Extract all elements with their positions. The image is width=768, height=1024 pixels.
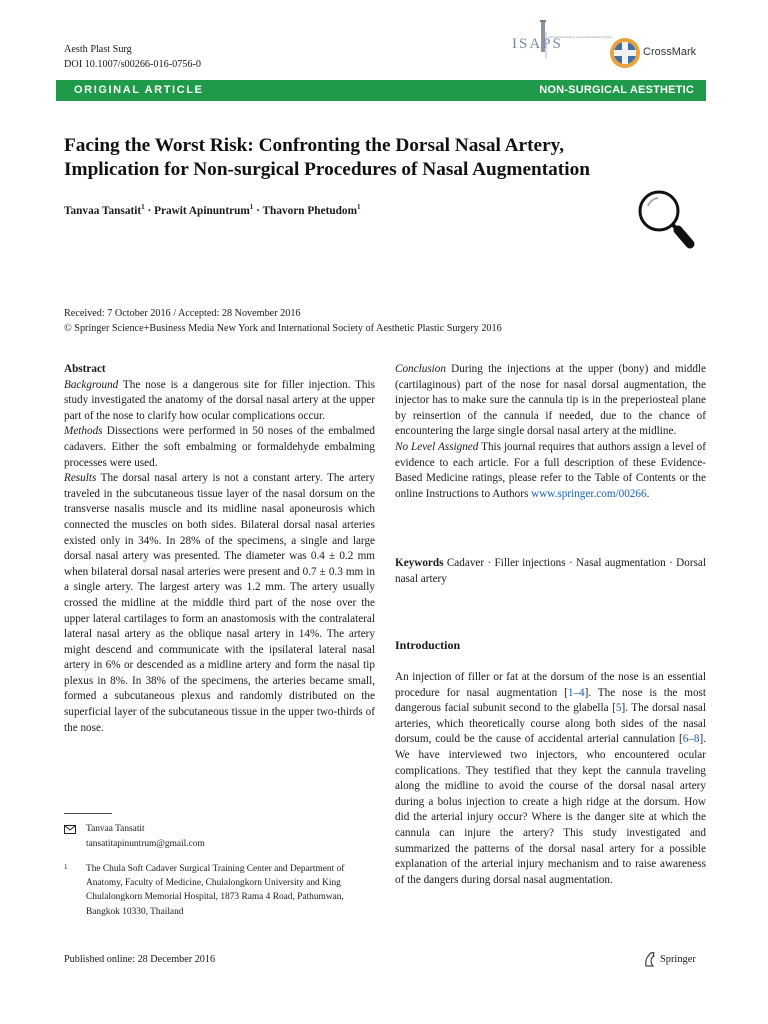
abstract-level — [395, 440, 706, 502]
results-label: Results — [64, 472, 97, 485]
introduction-heading: Introduction — [395, 638, 461, 652]
abstract-right-column — [395, 362, 706, 502]
methods-text: Dissections were performed in 50 noses of the embalmed cadavers. Either the soft embalming or formaldehyde embalming processes were used. — [64, 425, 375, 469]
affiliation-text: The Chula Soft Cadaver Surgical Training Center and Department of Anatomy, Faculty of Medicine, Chulalongkorn University and King Chulalongkorn Memorial Hospital, 1873 Rama 4 Road, Pathumwan, Bangkok 10330, Thailand — [86, 864, 345, 917]
keywords-block — [395, 556, 706, 587]
introduction-body — [395, 670, 706, 888]
abstract-background — [64, 378, 375, 425]
intro-text: ]. The nose is the most dangerous facial subunit second to the glabella [ — [395, 686, 706, 715]
level-text: This journal requires that authors assign a level of evidence to each article. For a full description of these Evidence-Based Medicine ratings, please refer to the Table of Contents or the online Instructions to Authors — [395, 440, 706, 500]
instructions-link[interactable]: www.springer.com/00266 — [531, 487, 647, 500]
author-affil-marker: 1 — [249, 203, 254, 211]
affiliation-block — [64, 862, 375, 919]
intro-text: ]. We have interviewed two injectors, who encountered ocular complications. They testified that they kept the cannula traveling along the midline to avoid the course of the dorsal nasal artery during a bolus injection to create a high ridge at the dorsum. How did the arterial injury occur? Where is the danger site at which the cannula can injure the artery? This study investigated and summarized the patterns of the dorsal nasal artery for a possible explanation of the arterial injury mechanism and to raise awareness of the dangers during dorsal nasal augmentation. — [395, 733, 706, 886]
citation-link[interactable]: 5 — [615, 702, 622, 715]
level-end: . — [646, 487, 650, 500]
title-line-1: Facing the Worst Risk: Confronting the Dorsal Nasal Artery, — [64, 135, 565, 156]
crossmark-icon — [609, 36, 641, 70]
level-label: No Level Assigned — [395, 440, 479, 453]
conclusion-text: During the injections at the upper (bony) and middle (cartilaginous) part of the nose for nasal dorsal augmentation, the injector has to make sure the cannula tip is in the preperiosteal plane by reinsertion of the cannula if needed, due to the chance of encountering the large single dorsal nasal artery at the midline. — [395, 363, 706, 438]
abstract-results — [64, 471, 375, 736]
methods-label: Methods — [64, 425, 103, 438]
author-affil-marker: 1 — [141, 203, 145, 211]
isaps-logo-subtext: International Society of Aesthetic Plastic Surgery — [548, 35, 613, 39]
magnifier-icon[interactable] — [634, 186, 696, 252]
background-label: Background — [64, 378, 119, 391]
introduction-paragraph — [395, 670, 706, 888]
journal-header — [64, 42, 201, 72]
affiliation-marker: 1 — [64, 863, 68, 871]
author-list — [64, 203, 360, 217]
corresponding-email[interactable]: tansatitapinuntrum@gmail.com — [86, 838, 205, 849]
copyright: © Springer Science+Business Media New York and International Society of Aesthetic Plastic Surgery 2016 — [64, 323, 502, 334]
journal-name: Aesth Plast Surg — [64, 44, 132, 55]
author-name[interactable]: Prawit Apinuntrum — [154, 204, 250, 217]
title-line-2: Implication for Non-surgical Procedures of Nasal Augmentation — [64, 159, 590, 180]
footnote-divider — [64, 813, 112, 814]
background-text: The nose is a dangerous site for filler injection. This study investigated the anatomy of the dorsal nasal artery at the upper part of the nose to clarify how ocular complications occur. — [64, 378, 375, 422]
author-separator: · — [253, 204, 263, 217]
keywords-text: Cadaver · Filler injections · Nasal augmentation · Dorsal nasal artery — [395, 557, 706, 585]
published-date: Published online: 28 December 2016 — [64, 954, 216, 965]
publisher-name: Springer — [660, 954, 696, 965]
abstract-conclusion — [395, 362, 706, 440]
received-accepted: Received: 7 October 2016 / Accepted: 28 November 2016 — [64, 308, 301, 319]
crossmark-logo[interactable] — [609, 36, 705, 72]
isaps-logo — [510, 18, 613, 74]
author-separator: · — [144, 204, 155, 217]
article-title — [64, 134, 704, 182]
crossmark-label: CrossMark — [643, 46, 697, 58]
section-label: NON-SURGICAL AESTHETIC — [539, 84, 694, 96]
doi-text[interactable]: DOI 10.1007/s00266-016-0756-0 — [64, 59, 201, 70]
conclusion-label: Conclusion — [395, 363, 446, 375]
intro-text: An injection of filler or fat at the dorsum of the nose is an essential procedure for nasal augmentation [ — [395, 671, 706, 699]
springer-horse-icon — [643, 951, 657, 967]
citation-link[interactable]: 6–8 — [682, 733, 700, 746]
author-name[interactable]: Tanvaa Tansatit — [64, 204, 142, 217]
corresponding-author: Tanvaa Tansatit — [86, 824, 145, 834]
citation-link[interactable]: 1–4 — [567, 686, 585, 699]
abstract-left-column — [64, 362, 375, 736]
author-name[interactable]: Thavorn Phetudom — [262, 204, 357, 217]
results-text: The dorsal nasal artery is not a constant artery. The artery traveled in the subcutaneous tissue layer of the nasal dorsum on the transverse nasalis muscle and its midline nasal aponeurosis which connected the muscles on both sides. Bilateral dorsal nasal arteries existed only in 34%. In 28% of the specimens, a single and large dorsal nasal artery was presented. The diameter was 0.4 ± 0.2 mm when bilateral dorsal nasal arteries were present and 0.7 ± 0.3 mm in a single artery. The largest artery was 1.2 mm. The artery usually crossed the midline at the middle third part of the nose over the upper lateral cartilages to form an anastomosis with the contralateral lateral nasal artery as the oblique nasal artery in 14%. The artery might descend and communicate with the ipsilateral lateral nasal artery in 6% or descended as a midline artery and form the nasal tip plexus in 8%. In 38% of the specimens, the arteries became small, formed a subcutaneous plexus and randomly distributed on the superficial layer of the subcutaneous tissue in the upper two-thirds of the nose. — [64, 472, 375, 734]
isaps-logo-text: ISAPS — [512, 36, 563, 52]
intro-text: ]. The dorsal nasal arteries, which theoretically course along both sides of the nasal dorsum, could be the cause of accidental arterial cannulation [ — [395, 702, 706, 746]
keywords-label: Keywords — [395, 557, 444, 569]
author-affil-marker: 1 — [356, 203, 361, 211]
article-dates — [64, 306, 502, 336]
correspondence-block — [64, 822, 375, 851]
article-type-label: ORIGINAL ARTICLE — [74, 84, 204, 96]
abstract-heading: Abstract — [64, 363, 106, 375]
envelope-icon — [64, 825, 76, 834]
abstract-methods — [64, 424, 375, 471]
